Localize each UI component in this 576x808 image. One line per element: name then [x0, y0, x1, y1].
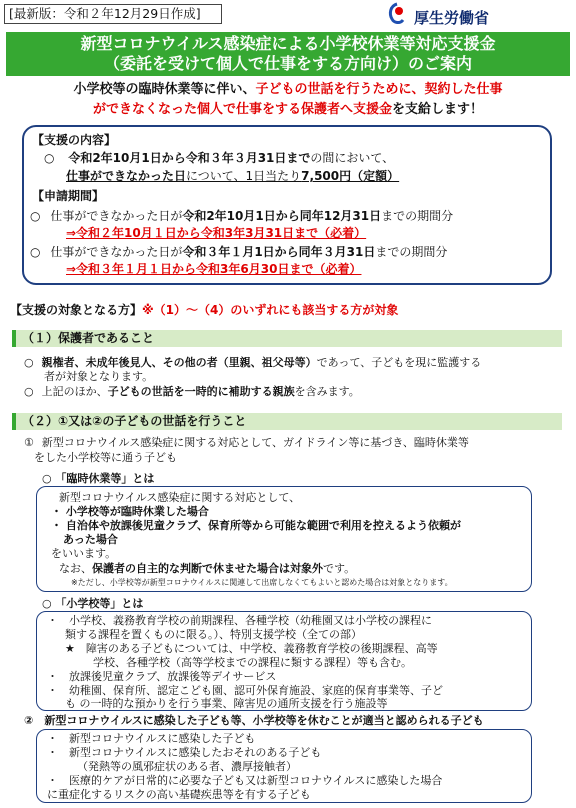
- p2b: 令和３年１月1日から同年３月31日: [182, 245, 376, 259]
- k1-l3: ・ 自治体や放課後児童クラブ、保育所等から可能な範囲で利用を控えるよう依頼が: [51, 519, 461, 532]
- title-banner: [6, 32, 570, 76]
- s1-i2a: 上記のほか、: [41, 385, 108, 398]
- p1c: までの期間分: [381, 209, 454, 223]
- section2-bar: （２）①又は②の子どもの世話を行うこと: [12, 413, 562, 430]
- k1-l6b: 保護者の自主的な判断で休ませた場合は対象外: [92, 562, 323, 575]
- support-content-heading: 【支援の内容】: [32, 133, 117, 147]
- version-label: [最新版：令和２年12月29日作成]: [4, 4, 222, 24]
- k1-l6c: です。: [323, 562, 356, 575]
- ministry-name: 厚生労働省: [414, 9, 490, 27]
- target-note: ※（1）～（4）のいずれにも該当する方が対象: [142, 303, 399, 317]
- intro-l2a: ができなくなった個人で仕事をする保護者へ支援金: [92, 102, 392, 117]
- p1b: 令和2年10月1日から同年12月31日: [182, 209, 382, 223]
- title-line-2: （委託を受けて個人で仕事をする方向け）のご案内: [103, 54, 472, 73]
- support-period-heading: 【申請期間】: [32, 189, 105, 203]
- k1-heading: ○ 「臨時休業等」とは: [42, 472, 155, 485]
- k3-l5: に重症化するリスクの高い基礎疾患等を有する子ども: [47, 788, 311, 801]
- k2-heading: ○ 「小学校等」とは: [42, 597, 144, 610]
- s2-n2: ② 新型コロナウイルスに感染した子ども等、小学校等を休むことが適当と認められる子ども: [24, 714, 484, 727]
- c2-day: 仕事ができなかった日: [66, 169, 187, 183]
- c1-suffix: の間において、: [310, 151, 395, 165]
- k3-l2: ・ 新型コロナウイルスに感染したおそれのある子ども: [47, 746, 322, 759]
- k1-l5: をいいます。: [51, 547, 117, 560]
- s2-n1-mark: ①: [24, 436, 34, 449]
- p2c: までの期間分: [375, 245, 448, 259]
- s1-i2c: を含みます。: [294, 385, 360, 398]
- intro-text: [0, 80, 576, 120]
- k2-l4: 学校、各種学校（高等学校までの課程に類する課程）等も含む。: [93, 656, 412, 669]
- s1-i2b: 子どもの世話を一時的に補助する親族: [107, 385, 295, 398]
- c1-period: 令和2年10月1日から令和３年３月31日まで: [68, 151, 311, 165]
- k2-l7: も の一時的な預かりを行う事業、障害児の通所支援を行う施設等: [65, 697, 388, 710]
- kansen-box: [36, 729, 532, 803]
- p1-mark: ○: [30, 209, 41, 223]
- k3-l1: ・ 新型コロナウイルスに感染した子ども: [47, 732, 256, 745]
- p2-mark: ○: [30, 245, 41, 259]
- k2-l2: 類する課程を置くものに限る。）、特別支援学校（全ての部）: [65, 628, 362, 641]
- k1-l1: 新型コロナウイルス感染症に関する対応として、: [59, 491, 301, 504]
- s2-n1a: 新型コロナウイルス感染症に関する対応として、ガイドライン等に基づき、臨時休業等: [41, 436, 469, 449]
- support-box: [22, 125, 552, 285]
- intro-l2b: を支給します！: [392, 102, 484, 117]
- k2-l3: ★ 障害のある子どもについては、中学校、義務教育学校の後期課程、高等: [65, 642, 438, 655]
- p1a: 仕事ができなかった日が: [50, 209, 183, 223]
- s1-i1b: であって、子どもを現に監護する: [316, 356, 482, 369]
- k1-l6a: なお、: [59, 562, 92, 575]
- c2-amount: 7,500円（定額）: [301, 169, 400, 183]
- shogakko-box: [36, 611, 532, 711]
- k2-l6: ・ 幼稚園、保育所、認定こども園、認可外保育施設、家庭的保育事業等、子ど: [47, 684, 443, 697]
- p2-deadline: ⇒令和３年１月１日から令和3年6月30日まで（必着）: [66, 262, 362, 276]
- k1-l7: ※ただし、小学校等が新型コロナウイルスに関連して出席しなくてもよいと認めた場合は対象となります。: [71, 578, 453, 587]
- rinji-kyugyo-box: [36, 486, 532, 592]
- ministry-logo: [386, 2, 536, 30]
- s1-i1a: 親権者、未成年後見人、その他の者（里親、祖父母等）: [41, 356, 317, 369]
- s1-i2-mark: ○: [24, 385, 34, 398]
- p2a: 仕事ができなかった日が: [50, 245, 183, 259]
- k3-l3: （発熱等の風邪症状のある者、濃厚接触者）: [77, 760, 297, 773]
- section1-bar: （１）保護者であること: [12, 330, 562, 347]
- target-heading-label: 【支援の対象となる方】: [10, 303, 143, 317]
- s2-n1b: をした小学校等に通う子ども: [34, 451, 177, 464]
- intro-l1a: 小学校等の臨時休業等に伴い、: [73, 82, 256, 97]
- k2-l1: ・ 小学校、義務教育学校の前期課程、各種学校（幼稚園又は小学校の課程に: [47, 614, 432, 627]
- p1-deadline: ⇒令和２年10月１日から令和3年3月31日まで（必着）: [66, 226, 367, 240]
- title-line-1: 新型コロナウイルス感染症による小学校休業等対応支援金: [80, 34, 496, 53]
- intro-l1b: 子どもの世話を行うために、契約した仕事: [255, 82, 503, 97]
- ministry-logo-icon: [386, 2, 408, 26]
- k1-l4: あった場合: [63, 533, 118, 546]
- c1-mark: ○: [44, 151, 55, 165]
- s1-i1c: 者が対象となります。: [44, 370, 154, 383]
- c2-mid: について、1日当たり: [186, 169, 302, 183]
- k2-l5: ・ 放課後児童クラブ、放課後等デイサービス: [47, 670, 277, 683]
- s1-i1-mark: ○: [24, 356, 34, 369]
- k1-l2: ・ 小学校等が臨時休業した場合: [51, 505, 209, 518]
- target-heading: [10, 303, 398, 318]
- k3-l4: ・ 医療的ケアが日常的に必要な子ども又は新型コロナウイルスに感染した場合: [47, 774, 443, 787]
